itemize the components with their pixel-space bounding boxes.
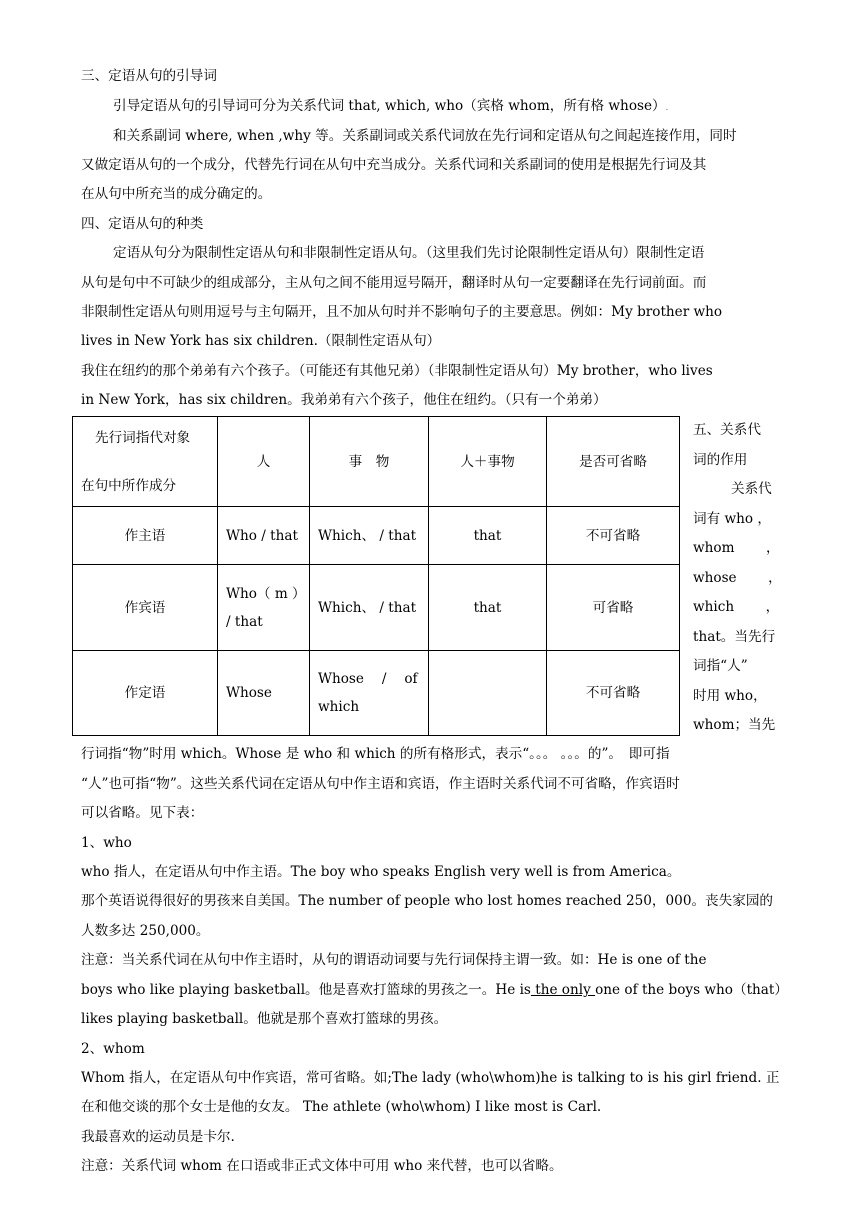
who-heading: 1、who	[81, 835, 132, 851]
paragraph-line: 行词指“物”时用 which。Whose 是 who 和 which 的所有格形式，表示“。。。 。。。的”。 即可指	[81, 746, 670, 762]
line-text: boys who like playing basketball。他是喜欢打篮球的男孩之一。He is	[81, 982, 531, 998]
paragraph-line: 我最喜欢的运动员是卡尔.	[81, 1129, 235, 1145]
table-row	[73, 565, 680, 651]
omit-cell: 可省略	[547, 565, 680, 651]
both-cell	[429, 651, 547, 736]
side-text-line: that。当先行	[693, 629, 776, 645]
paragraph-line	[113, 96, 668, 118]
paragraph-line: 非限制性定语从句则用逗号与主句隔开，且不加从句时并不影响句子的主要意思。例如：My brother who	[81, 304, 723, 320]
paragraph-line: who 指人，在定语从句中作主语。The boy who speaks English very well is from America。	[81, 864, 681, 880]
person-cell: Whose	[218, 651, 310, 736]
both-cell: that	[429, 565, 547, 651]
thing-line: Whose / of	[318, 671, 418, 687]
whom-heading: 2、whom	[81, 1041, 145, 1057]
paragraph-line: 从句是句中不可缺少的组成部分，主从句之间不能用逗号隔开，翻译时从句一定要翻译在先行词前面。而	[81, 275, 707, 291]
paragraph-line: “人”也可指“物”。这些关系代词在定语从句中作主语和宾语，作主语时关系代词不可省略，作宾语时	[81, 776, 680, 792]
header-cell: 事 物	[310, 417, 429, 507]
person-cell: Who / that	[218, 507, 310, 565]
paragraph-line: 和关系副词 where, when ,why 等。关系副词或关系代词放在先行词和定语从句之间起连接作用，同时	[113, 128, 737, 144]
header-cell: 是否可省略	[547, 417, 680, 507]
paragraph-line: 又做定语从句的一个成分，代替先行词在从句中充当成分。关系代词和关系副词的使用是根据先行词及其	[81, 157, 707, 173]
role-cell: 作宾语	[73, 565, 218, 651]
person-line: Who（ m ）	[226, 585, 306, 602]
paragraph-line: 我住在纽约的那个弟弟有六个孩子。（可能还有其他兄弟）（非限制性定语从句）My brother，who lives	[81, 363, 713, 379]
side-text-line: whose ，	[693, 570, 782, 586]
underlined-phrase: the only	[530, 982, 596, 998]
paragraph-line	[81, 980, 788, 1000]
paragraph-line: 可以省略。见下表：	[81, 805, 204, 821]
thing-cell: Which、 / that	[310, 507, 429, 565]
side-text-line: 词有 who ，	[693, 511, 771, 527]
table-row	[73, 507, 680, 565]
paragraph-line: 人数多达 250,000。	[81, 923, 210, 939]
corner-top-label: 先行词指代对象	[95, 429, 191, 446]
thing-cell	[310, 651, 429, 736]
paragraph-line: 那个英语说得很好的男孩来自美国。The number of people who lost homes reached 250，000。丧失家园的	[81, 893, 774, 909]
paragraph-line: 在从句中所充当的成分确定的。	[81, 186, 272, 202]
person-line: / that	[226, 613, 263, 630]
header-cell: 人	[218, 417, 310, 507]
side-text-line: whom ，	[693, 540, 780, 556]
section-4-heading: 四、定语从句的种类	[81, 216, 204, 232]
person-cell	[218, 565, 310, 651]
table-row	[73, 651, 680, 736]
table-header-row	[73, 417, 680, 507]
paragraph-line: likes playing basketball。他就是那个喜欢打篮球的男孩。	[81, 1011, 448, 1027]
omit-cell: 不可省略	[547, 507, 680, 565]
side-text-line: which ，	[693, 599, 780, 615]
paragraph-line: 注意：关系代词 whom 在口语或非正式文体中可用 who 来代替，也可以省略。	[81, 1158, 563, 1174]
side-text-line: whom；当先	[693, 717, 776, 733]
line-text: one of the boys who（that）	[595, 982, 788, 998]
paragraph-line: Whom 指人，在定语从句中作宾语，常可省略。如;The lady (who\whom)he is talking to is his girl friend. 正	[81, 1070, 780, 1086]
side-text-line: 五、关系代	[693, 422, 761, 438]
side-text-line: 词指“人”	[693, 658, 748, 674]
paragraph-line: 在和他交谈的那个女士是他的女友。 The athlete (who\whom) I like most is Carl.	[81, 1099, 602, 1115]
paragraph-line: 定语从句分为限制性定语从句和非限制性定语从句。（这里我们先讨论限制性定语从句）限制性定语	[113, 245, 705, 261]
paragraph-line: 注意：当关系代词在从句中作主语时，从句的谓语动词要与先行词保持主谓一致。如：He is one of the	[81, 952, 707, 968]
section-3-heading: 三、定语从句的引导词	[81, 68, 217, 84]
paragraph-mark: .	[665, 103, 669, 112]
both-cell: that	[429, 507, 547, 565]
paragraph-text: 引导定语从句的引导词可分为关系代词 that, which, who（宾格 whom，所有格 whose）	[113, 98, 666, 114]
table-corner-cell	[73, 417, 218, 507]
thing-cell: Which、 / that	[310, 565, 429, 651]
omit-cell: 不可省略	[547, 651, 680, 736]
side-text-line: 关系代	[731, 481, 772, 497]
role-cell: 作定语	[73, 651, 218, 736]
role-cell: 作主语	[73, 507, 218, 565]
relative-pronoun-table	[72, 416, 680, 736]
paragraph-line: lives in New York has six children.（限制性定语从句）	[81, 333, 441, 349]
side-text-line: 时用 who，	[693, 688, 767, 704]
thing-line: which	[318, 699, 360, 715]
side-text-line: 词的作用	[693, 452, 748, 468]
paragraph-line: in New York，has six children。我弟弟有六个孩子，他住在纽约。（只有一个弟弟）	[81, 392, 607, 408]
header-cell: 人＋事物	[429, 417, 547, 507]
corner-bottom-label: 在句中所作成分	[81, 477, 177, 494]
